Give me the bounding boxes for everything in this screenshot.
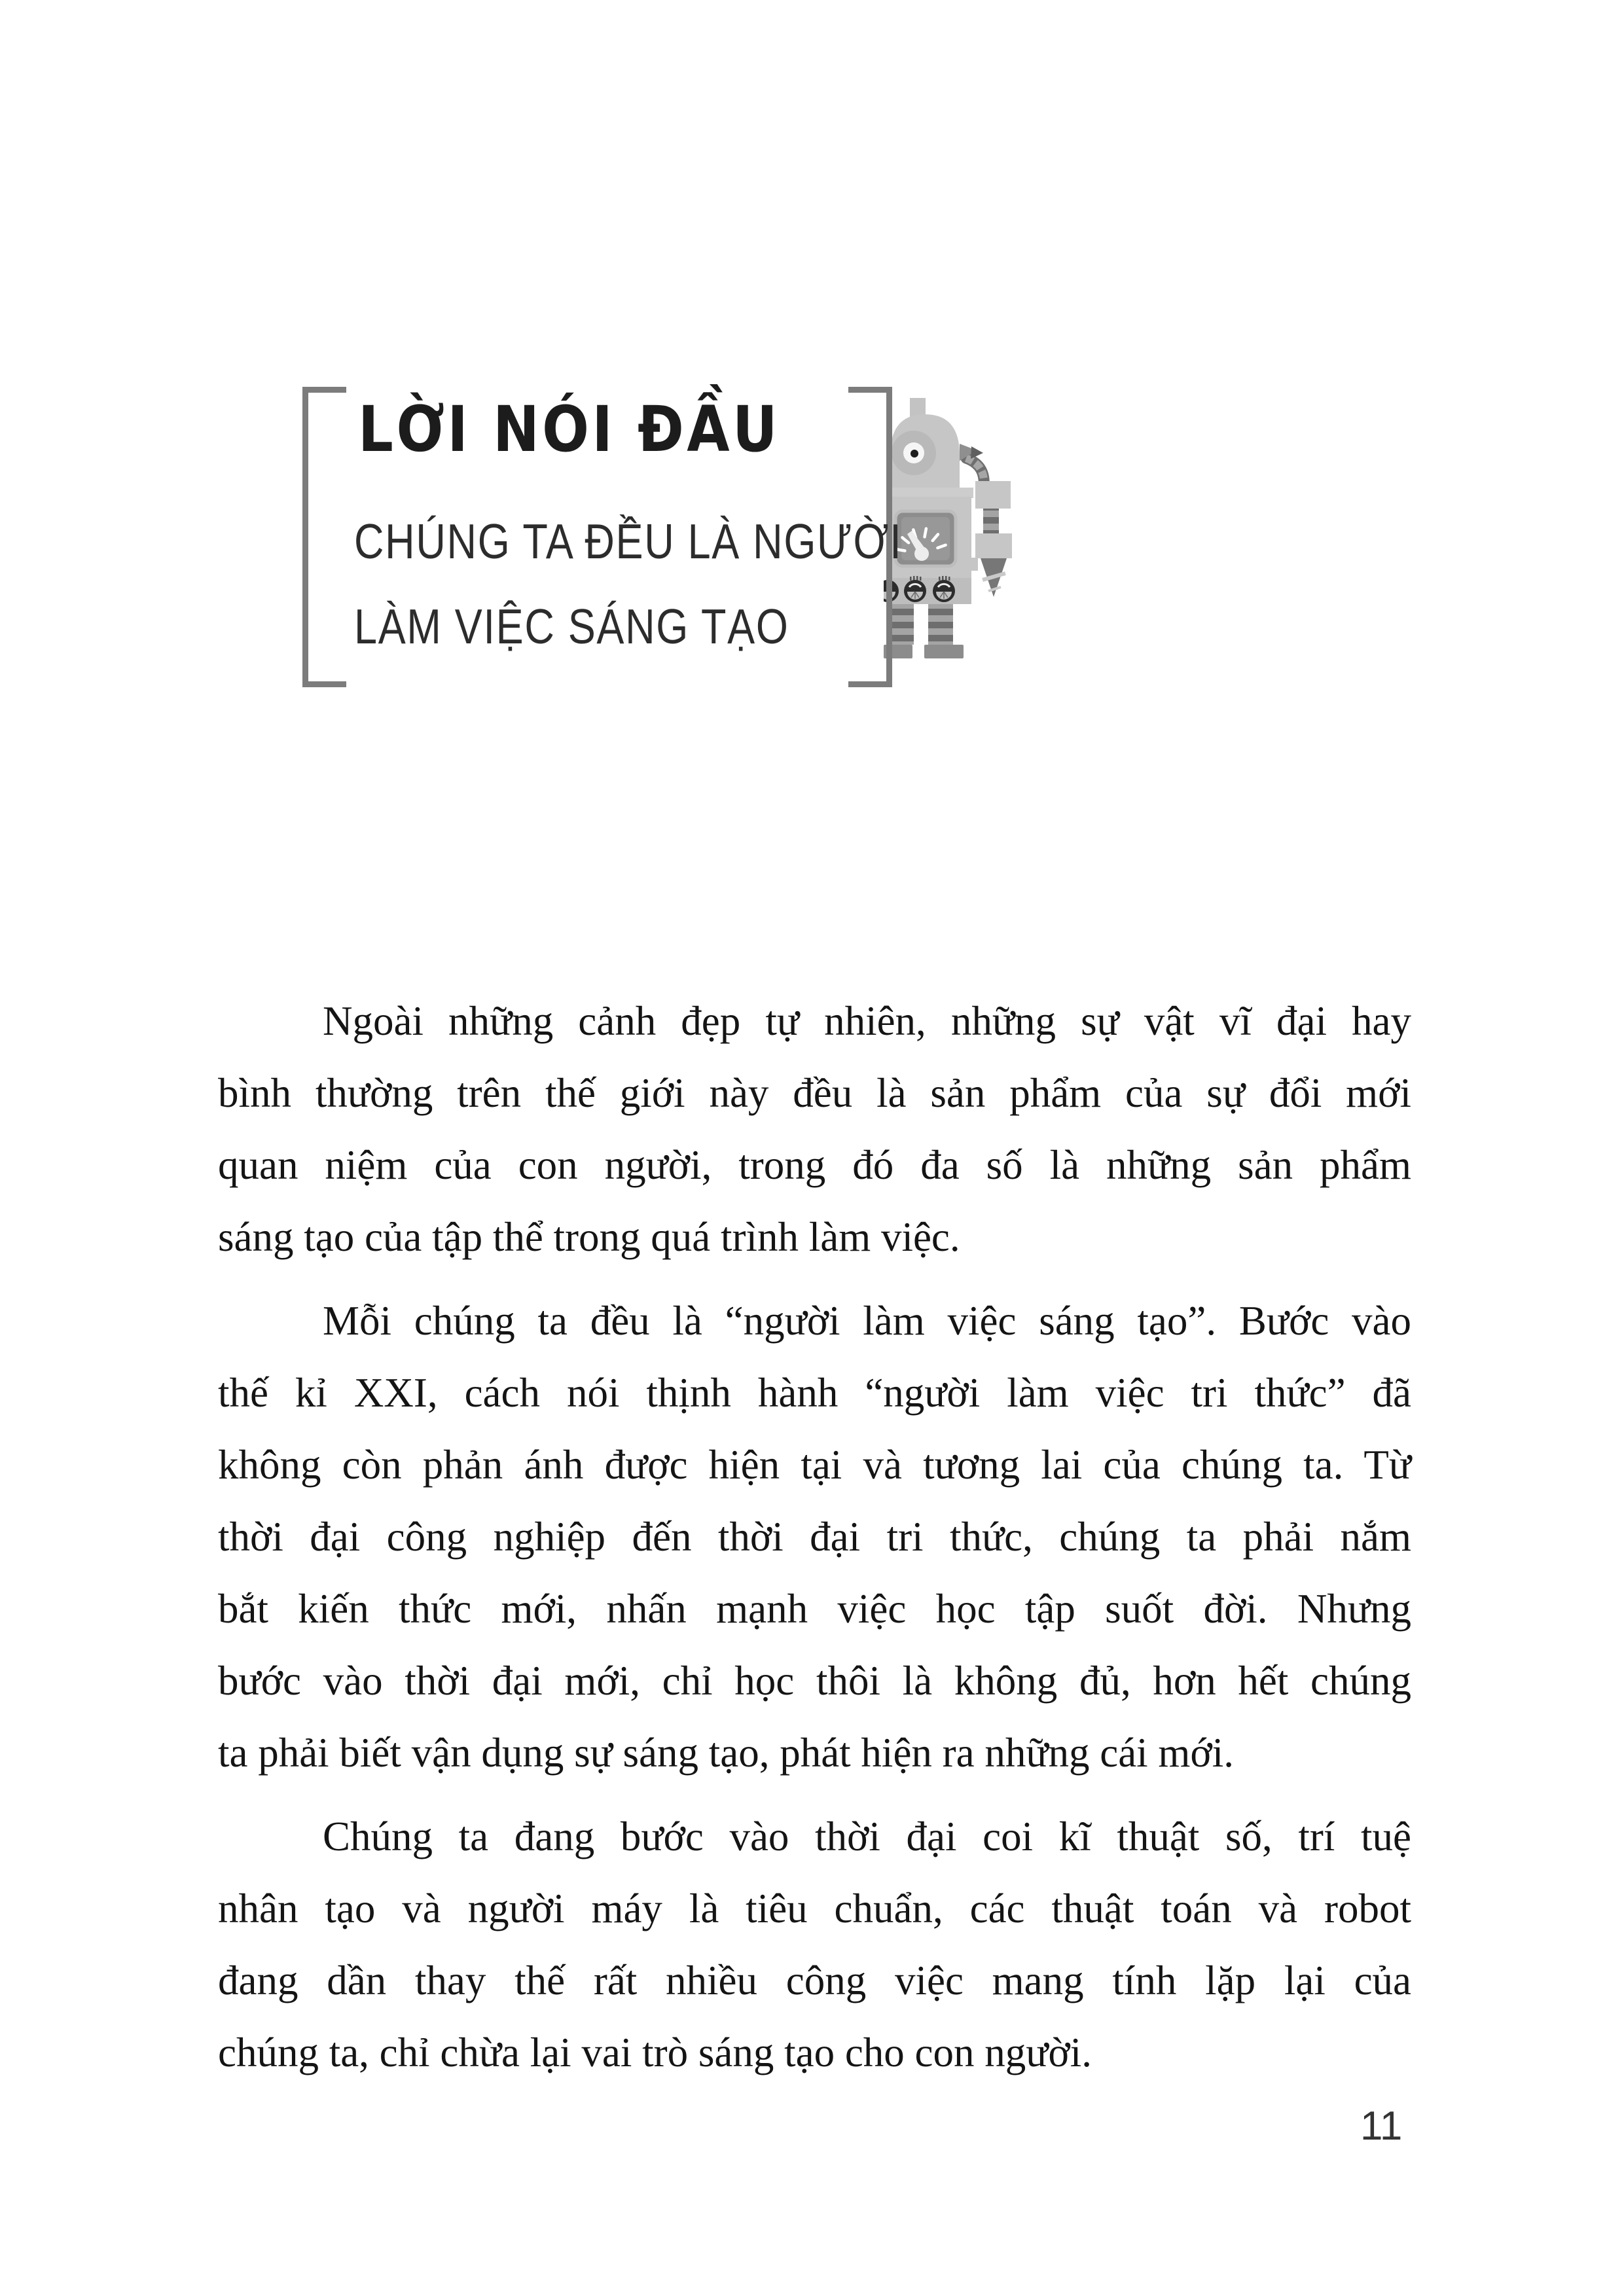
paragraph-3: [218, 1801, 1411, 2089]
paragraph-1-line-4: sáng tạo của tập thể trong quá trình làm việc.: [218, 1214, 960, 1260]
paragraph-2: [218, 1285, 1411, 1789]
robot-knob-band: [892, 578, 971, 604]
paragraph-1-line-3: quan niệm của con người, trong đó đa số là những sản phẩm: [218, 1142, 1411, 1188]
paragraph-3-line-3: đang dần thay thế rất nhiều công việc mang tính lặp lại của: [218, 1958, 1411, 2003]
robot-right-leg: [928, 604, 953, 645]
paragraph-2-line-6: bước vào thời đại mới, chỉ học thôi là không đủ, hơn hết chúng: [218, 1658, 1411, 1704]
robot-left-leg: [890, 604, 914, 645]
page-subtitle-line-1: CHÚNG TA ĐỀU LÀ NGƯỜI: [354, 514, 903, 569]
page-number: 11: [1360, 2104, 1403, 2149]
paragraph-1: [218, 985, 1411, 1273]
paragraph-3-line-1: Chúng ta đang bước vào thời đại coi kĩ thuật số, trí tuệ: [323, 1814, 1411, 1859]
paragraph-3-line-4: chúng ta, chỉ chừa lại vai trò sáng tạo cho con người.: [218, 2030, 1092, 2075]
paragraph-2-line-3: không còn phản ánh được hiện tại và tương lai của chúng ta. Từ: [218, 1442, 1411, 1488]
left-bracket-decoration: [302, 387, 346, 687]
paragraph-1-line-2: bình thường trên thế giới này đều là sản phẩm của sự đổi mới: [218, 1070, 1411, 1116]
body-text: [218, 985, 1411, 2100]
robot-right-foot: [924, 645, 964, 658]
page-title-text: LỜI NÓI ĐẦU: [358, 393, 780, 466]
page-subtitle-line-2: LÀM VIỆC SÁNG TẠO: [354, 599, 789, 654]
paragraph-2-line-2: thế kỉ XXI, cách nói thịnh hành “người làm việc tri thức” đã: [218, 1370, 1411, 1416]
page-title: [358, 393, 838, 466]
paragraph-3-line-2: nhân tạo và người máy là tiêu chuẩn, các thuật toán và robot: [218, 1886, 1411, 1931]
paragraph-2-line-7: ta phải biết vận dụng sự sáng tạo, phát hiện ra những cái mới.: [218, 1730, 1234, 1776]
paragraph-2-line-5: bắt kiến thức mới, nhấn mạnh việc học tập suốt đời. Nhưng: [218, 1586, 1411, 1632]
paragraph-1-line-1: Ngoài những cảnh đẹp tự nhiên, những sự vật vĩ đại hay: [323, 998, 1411, 1044]
paragraph-2-line-1: Mỗi chúng ta đều là “người làm việc sáng tạo”. Bước vào: [323, 1298, 1411, 1344]
paragraph-2-line-4: thời đại công nghiệp đến thời đại tri thức, chúng ta phải nắm: [218, 1514, 1411, 1560]
robot-shoulder: [975, 481, 1011, 509]
